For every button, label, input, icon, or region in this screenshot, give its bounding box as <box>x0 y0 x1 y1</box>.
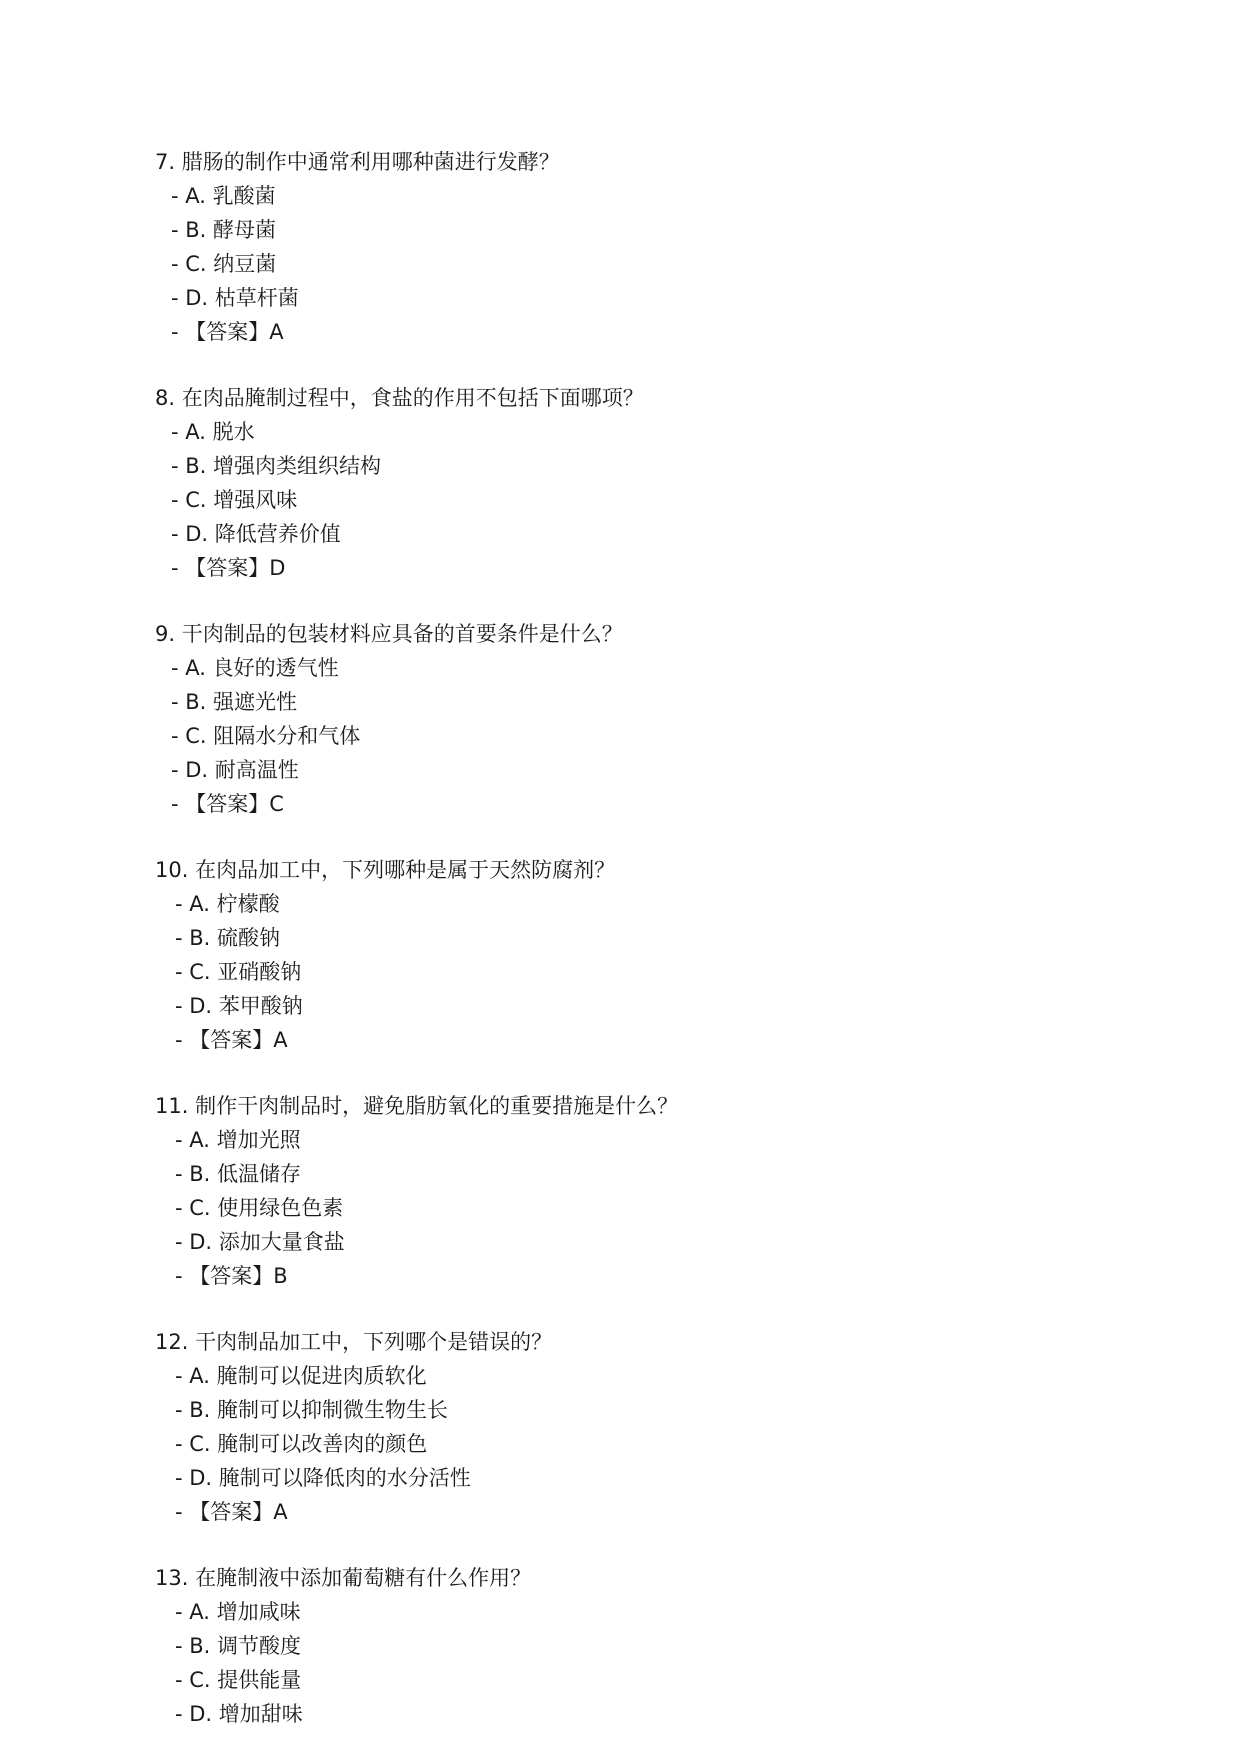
option-d: - D. 降低营养价值 <box>171 522 341 546</box>
question-title: 10. 在肉品加工中，下列哪种是属于天然防腐剂？ <box>155 858 616 882</box>
answer-line: - 【答案】B <box>175 1264 288 1288</box>
question-title: 7. 腊肠的制作中通常利用哪种菌进行发酵？ <box>155 150 560 174</box>
option-b: - B. 酵母菌 <box>171 218 277 242</box>
question-title: 12. 干肉制品加工中，下列哪个是错误的？ <box>155 1330 553 1354</box>
question-title: 8. 在肉品腌制过程中，食盐的作用不包括下面哪项？ <box>155 386 644 410</box>
option-b: - B. 调节酸度 <box>175 1634 302 1658</box>
option-a: - A. 增加光照 <box>175 1128 301 1152</box>
question-11 <box>155 1089 1155 1293</box>
option-b: - B. 增强肉类组织结构 <box>171 454 382 478</box>
option-a: - A. 腌制可以促进肉质软化 <box>175 1364 427 1388</box>
question-7 <box>155 145 1155 349</box>
question-10 <box>155 853 1155 1057</box>
option-a: - A. 良好的透气性 <box>171 656 339 680</box>
question-13 <box>155 1561 1155 1731</box>
option-b: - B. 低温储存 <box>175 1162 302 1186</box>
question-9 <box>155 617 1155 821</box>
question-8 <box>155 381 1155 585</box>
option-a: - A. 乳酸菌 <box>171 184 276 208</box>
question-12 <box>155 1325 1155 1529</box>
option-d: - D. 增加甜味 <box>175 1702 303 1726</box>
option-d: - D. 苯甲酸钠 <box>175 994 303 1018</box>
option-d: - D. 腌制可以降低肉的水分活性 <box>175 1466 471 1490</box>
option-b: - B. 腌制可以抑制微生物生长 <box>175 1398 449 1422</box>
answer-line: - 【答案】C <box>171 792 284 816</box>
option-d: - D. 耐高温性 <box>171 758 299 782</box>
question-title: 13. 在腌制液中添加葡萄糖有什么作用？ <box>155 1566 532 1590</box>
question-title: 9. 干肉制品的包装材料应具备的首要条件是什么？ <box>155 622 623 646</box>
option-b: - B. 强遮光性 <box>171 690 298 714</box>
answer-line: - 【答案】D <box>171 556 286 580</box>
option-c: - C. 阻隔水分和气体 <box>171 724 361 748</box>
option-c: - C. 使用绿色色素 <box>175 1196 344 1220</box>
answer-line: - 【答案】A <box>175 1028 288 1052</box>
option-b: - B. 硫酸钠 <box>175 926 281 950</box>
answer-line: - 【答案】A <box>175 1500 288 1524</box>
answer-line: - 【答案】A <box>171 320 284 344</box>
option-d: - D. 枯草杆菌 <box>171 286 299 310</box>
option-c: - C. 亚硝酸钠 <box>175 960 302 984</box>
option-c: - C. 提供能量 <box>175 1668 302 1692</box>
option-c: - C. 增强风味 <box>171 488 298 512</box>
option-a: - A. 柠檬酸 <box>175 892 280 916</box>
option-a: - A. 增加咸味 <box>175 1600 301 1624</box>
option-c: - C. 腌制可以改善肉的颜色 <box>175 1432 428 1456</box>
option-d: - D. 添加大量食盐 <box>175 1230 345 1254</box>
question-title: 11. 制作干肉制品时，避免脂肪氧化的重要措施是什么？ <box>155 1094 679 1118</box>
option-a: - A. 脱水 <box>171 420 255 444</box>
option-c: - C. 纳豆菌 <box>171 252 277 276</box>
